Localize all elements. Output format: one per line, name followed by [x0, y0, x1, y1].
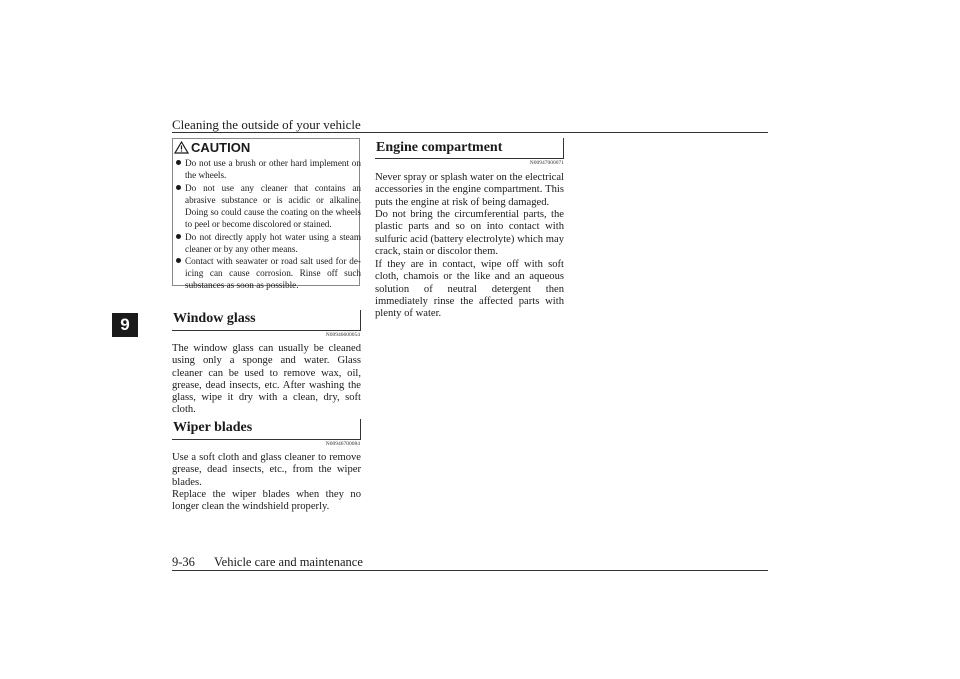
section-code: N00946700084: [325, 441, 360, 447]
wiper-blades-text-2: Replace the wiper blades when they no longer clean the windshield properly.: [172, 489, 361, 513]
page-number: 9-36: [172, 555, 195, 569]
header-rule: [172, 132, 768, 133]
section-rule: [172, 330, 361, 331]
section-rule: [375, 158, 564, 159]
engine-text-3: If they are in contact, wipe off with soft cloth, chamois or the like and an aqueous solution of neutral detergent then immediately rinse the affected parts with plenty of water.: [375, 259, 564, 320]
section-title-window-glass: Window glass: [173, 311, 256, 326]
footer-rule: [172, 570, 768, 571]
warning-triangle-icon: [174, 141, 189, 154]
wiper-blades-text-1: Use a soft cloth and glass cleaner to remove grease, dead insects, etc., from the wiper blades.: [172, 452, 361, 488]
caution-item: Do not directly apply hot water using a steam cleaner or by any other means.: [176, 231, 361, 255]
window-glass-text: The window glass can usually be cleaned using only a sponge and water. Glass cleaner can be used to remove wax, oil, grease, dead insects, etc. After washing the glass, wipe it dry with a clean, dry, soft cloth.: [172, 343, 361, 416]
section-rule-vertical: [563, 138, 564, 158]
section-title-wiper-blades: Wiper blades: [173, 420, 253, 435]
section-title-engine-compartment: Engine compartment: [376, 140, 503, 155]
caution-heading: [174, 140, 250, 155]
engine-text-1: Never spray or splash water on the electrical accessories in the engine compartment. This puts the engine at risk of being damaged.: [375, 172, 564, 208]
section-rule: [172, 439, 361, 440]
section-rule-vertical: [360, 310, 361, 330]
caution-list: [176, 157, 361, 292]
caution-item: Do not use any cleaner that contains an abrasive substance or is acidic or alkaline. Doing so could cause the coating on the wheels to peel or become discolored or stained.: [176, 182, 361, 230]
caution-label: CAUTION: [191, 140, 251, 155]
section-code: N00946600054: [325, 332, 360, 338]
caution-item: Contact with seawater or road salt used for de-icing can cause corrosion. Rinse off such substances as soon as possible.: [176, 255, 361, 291]
section-code: N00947000071: [529, 160, 564, 166]
engine-text-2: Do not bring the circumferential parts, the plastic parts and so on into contact with sulfuric acid (battery electrolyte) which may crack, stain or discolor them.: [375, 209, 564, 257]
chapter-tab: 9: [112, 313, 138, 337]
footer-section-title: Vehicle care and maintenance: [214, 555, 363, 569]
caution-item: Do not use a brush or other hard implement on the wheels.: [176, 157, 361, 181]
section-rule-vertical: [360, 419, 361, 439]
page-header-title: Cleaning the outside of your vehicle: [172, 117, 361, 132]
